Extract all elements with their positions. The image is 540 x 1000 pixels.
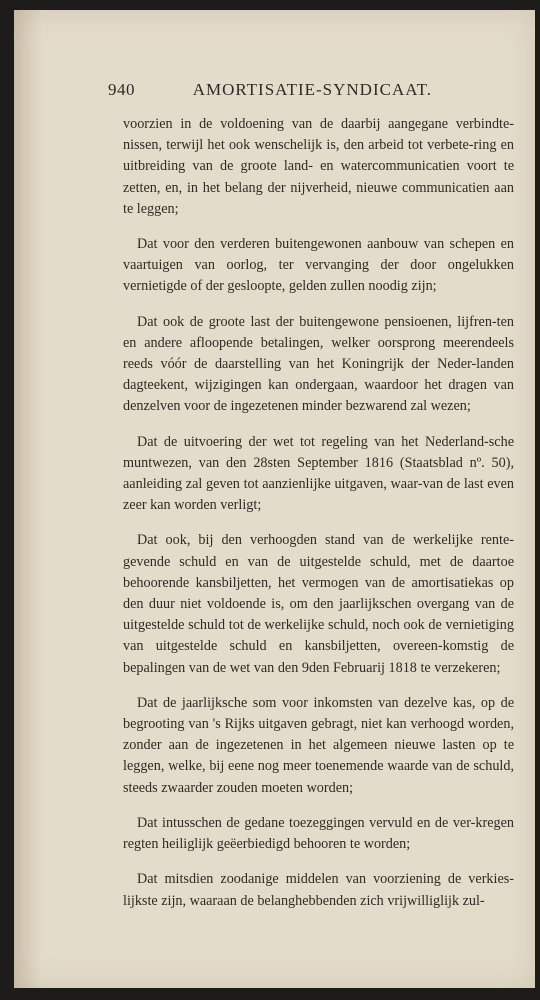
paragraph: voorzien in de voldoening van de daarbij aangegane verbindte-nissen, terwijl het ook wenschelijk is, den arbeid tot verbete-ring en uitbreiding van de groote land- en watercommunicatien voort te zetten, en, in het belang der nijverheid, nieuwe communicatien aan te leggen; bbox=[123, 116, 514, 217]
paragraph: Dat intusschen de gedane toezeggingen vervuld en de ver-kregen regten heiliglijk geëerbiedigd behooren te worden; bbox=[123, 814, 514, 853]
paragraph: Dat ook de groote last der buitengewone pensioenen, lijfren-ten en andere afloopende betalingen, welker oorsprong meerendeels reeds vóór de daarstelling van het Koningrijk der Neder-landen dagteekent, wijzigingen kan ondergaan, waardoor het dragen van denzelven voor de ingezetenen minder bezwarend zal wezen; bbox=[123, 313, 514, 415]
running-head: AMORTISATIE-SYNDICAAT. bbox=[192, 80, 432, 99]
paragraph: Dat de uitvoering der wet tot regeling van het Nederland-sche muntwezen, van den 28sten September 1816 (Staatsblad nº. 50), aanleiding zal geven tot aanzienlijke uitgaven, waar-van de last even zeer kan worden verligt; bbox=[123, 433, 514, 514]
paragraph: Dat mitsdien zoodanige middelen van voorziening de verkies-lijkste zijn, waaraan de belanghebbenden zich vrijwilliglijk zul- bbox=[123, 871, 514, 909]
paragraph: Dat ook, bij den verhoogden stand van de werkelijke rente-gevende schuld en van de uitgestelde schuld, met de daartoe behoorende kansbiljetten, het vermogen van de amortisatiekas op den duur niet voldoende is, om den jaarlijkschen overgang van de uitgestelde schuld tot de werkelijke schuld, noch ook de vernietiging van uitgestelde schuld en kansbiljetten, overeen-komstig de bepalingen van de wet van den 9den Februarij 1818 te verzekeren; bbox=[123, 532, 514, 676]
page-number: 940 bbox=[108, 80, 135, 99]
paragraph: Dat de jaarlijksche som voor inkomsten van dezelve kas, op de begrooting van 's Rijks uitgaven gebragt, niet kan verhoogd worden, zonder aan de ingezetenen in het algemeen nieuwe lasten op te leggen, welke, bij eene nog meer toenemende waarde van de schuld, steeds zwaarder zouden moeten worden; bbox=[123, 694, 514, 796]
paragraph: Dat voor den verderen buitengewonen aanbouw van schepen en vaartuigen van oorlog, ter vervanging der door ongelukken vernietigde of der gesloopte, gelden zullen noodig zijn; bbox=[123, 236, 514, 295]
body-text bbox=[123, 114, 514, 926]
